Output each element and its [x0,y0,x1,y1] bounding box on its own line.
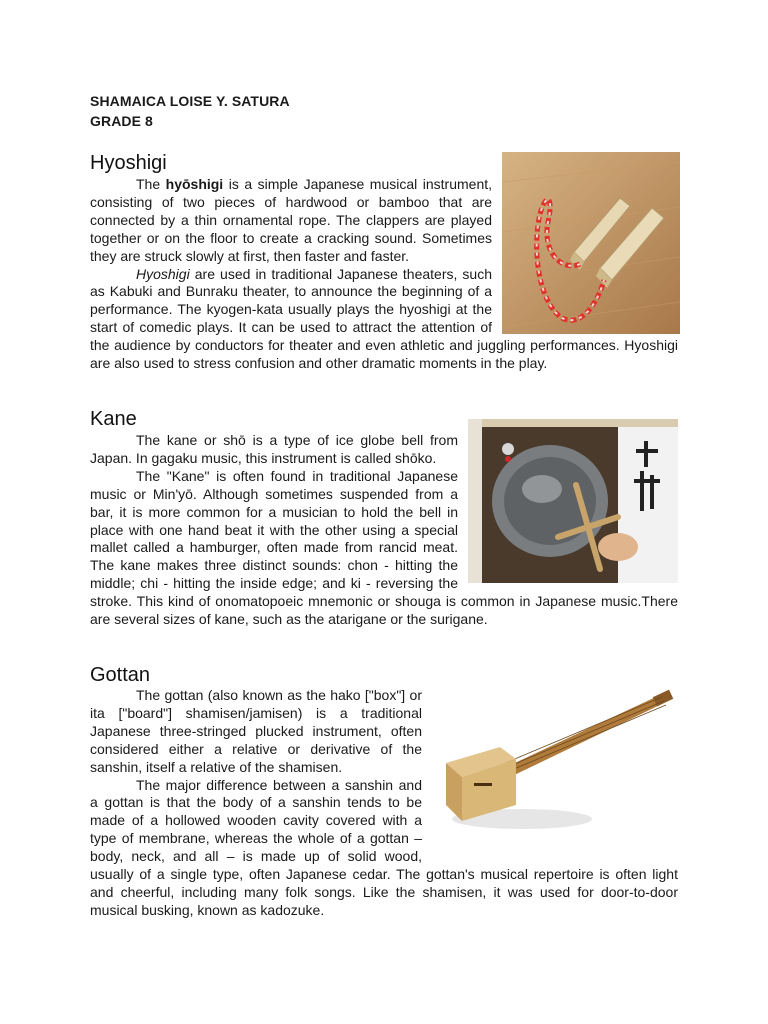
gottan-photo [432,659,678,849]
heading-kane: Kane [90,408,137,430]
hyoshigi-photo [502,152,680,334]
heading-hyoshigi: Hyoshigi [90,152,167,174]
section-gottan [90,687,678,920]
kane-paragraph-1: The kane or shō is a type of ice globe bell from Japan. In gagaku music, this instrument is called shōko. [90,432,458,466]
kane-paragraph-2: The "Kane" is often found in traditional Japanese music or Min'yō. Although sometimes suspended from a bar, it is more common for a musician to hold the bell in place with one hand beat it with the other using a special mallet called a hamburger, often made from rancid meat. The kane makes three distinct sounds: chon - hitting the middle; chi - hitting the inside edge; and ki - reversing the stroke. This kind of onomatopoeic mnemonic or shouga is common in Japanese music.There are several sizes of kane, such as the atarigane or the surigane. [90,467,678,628]
heading-gottan: Gottan [90,664,151,686]
kane-photo [468,419,678,583]
hyoshigi-paragraph-2: Hyoshigi are used in traditional Japanese theaters, such as Kabuki and Bunraku theater, to announce the beginning of a performance. The kyogen-kata usually plays the hyoshigi at the start of comedic plays. It can be used to attract the attention of the audience by conductors for theater and even athletic and juggling performances. Hyoshigi are also used to stress confusion and other dramatic moments in the play. [90,265,678,372]
kane-illustration [468,419,678,583]
section-hyoshigi [90,176,678,373]
hyoshigi-paragraph-1: The hyōshigi is a simple Japanese musical instrument, consisting of two pieces of hardwood or bamboo that are connected by a thin ornamental rope. The clappers are played together or on the floor to create a cracking sound. Sometimes they are struck slowly at first, then faster and faster. [90,176,493,264]
section-kane [90,432,678,629]
gottan-paragraph-1: The gottan (also known as the hako ["box"] or ita ["board"] shamisen/jamisen) is a traditional Japanese three-stringed plucked instrument, often considered either a relative or derivative of the sanshin, itself a relative of the shamisen. [90,687,422,775]
hyoshigi-illustration [502,152,680,334]
author-name: SHAMAICA LOISE Y. SATURA [90,93,290,109]
gottan-paragraph-2: The major difference between a sanshin and a gottan is that the body of a sanshin tends to be made of a hollowed wooden cavity covered with a type of membrane, whereas the whole of a gottan – body, neck, and all – is made up of solid wood, usually of a single type, often Japanese cedar. The gottan's musical repertoire is often light and cheerful, including many folk songs. Like the shamisen, it was used for door-to-door musical busking, known as kadozuke. [90,776,678,918]
gottan-illustration [432,659,678,849]
author-grade: GRADE 8 [90,113,153,129]
